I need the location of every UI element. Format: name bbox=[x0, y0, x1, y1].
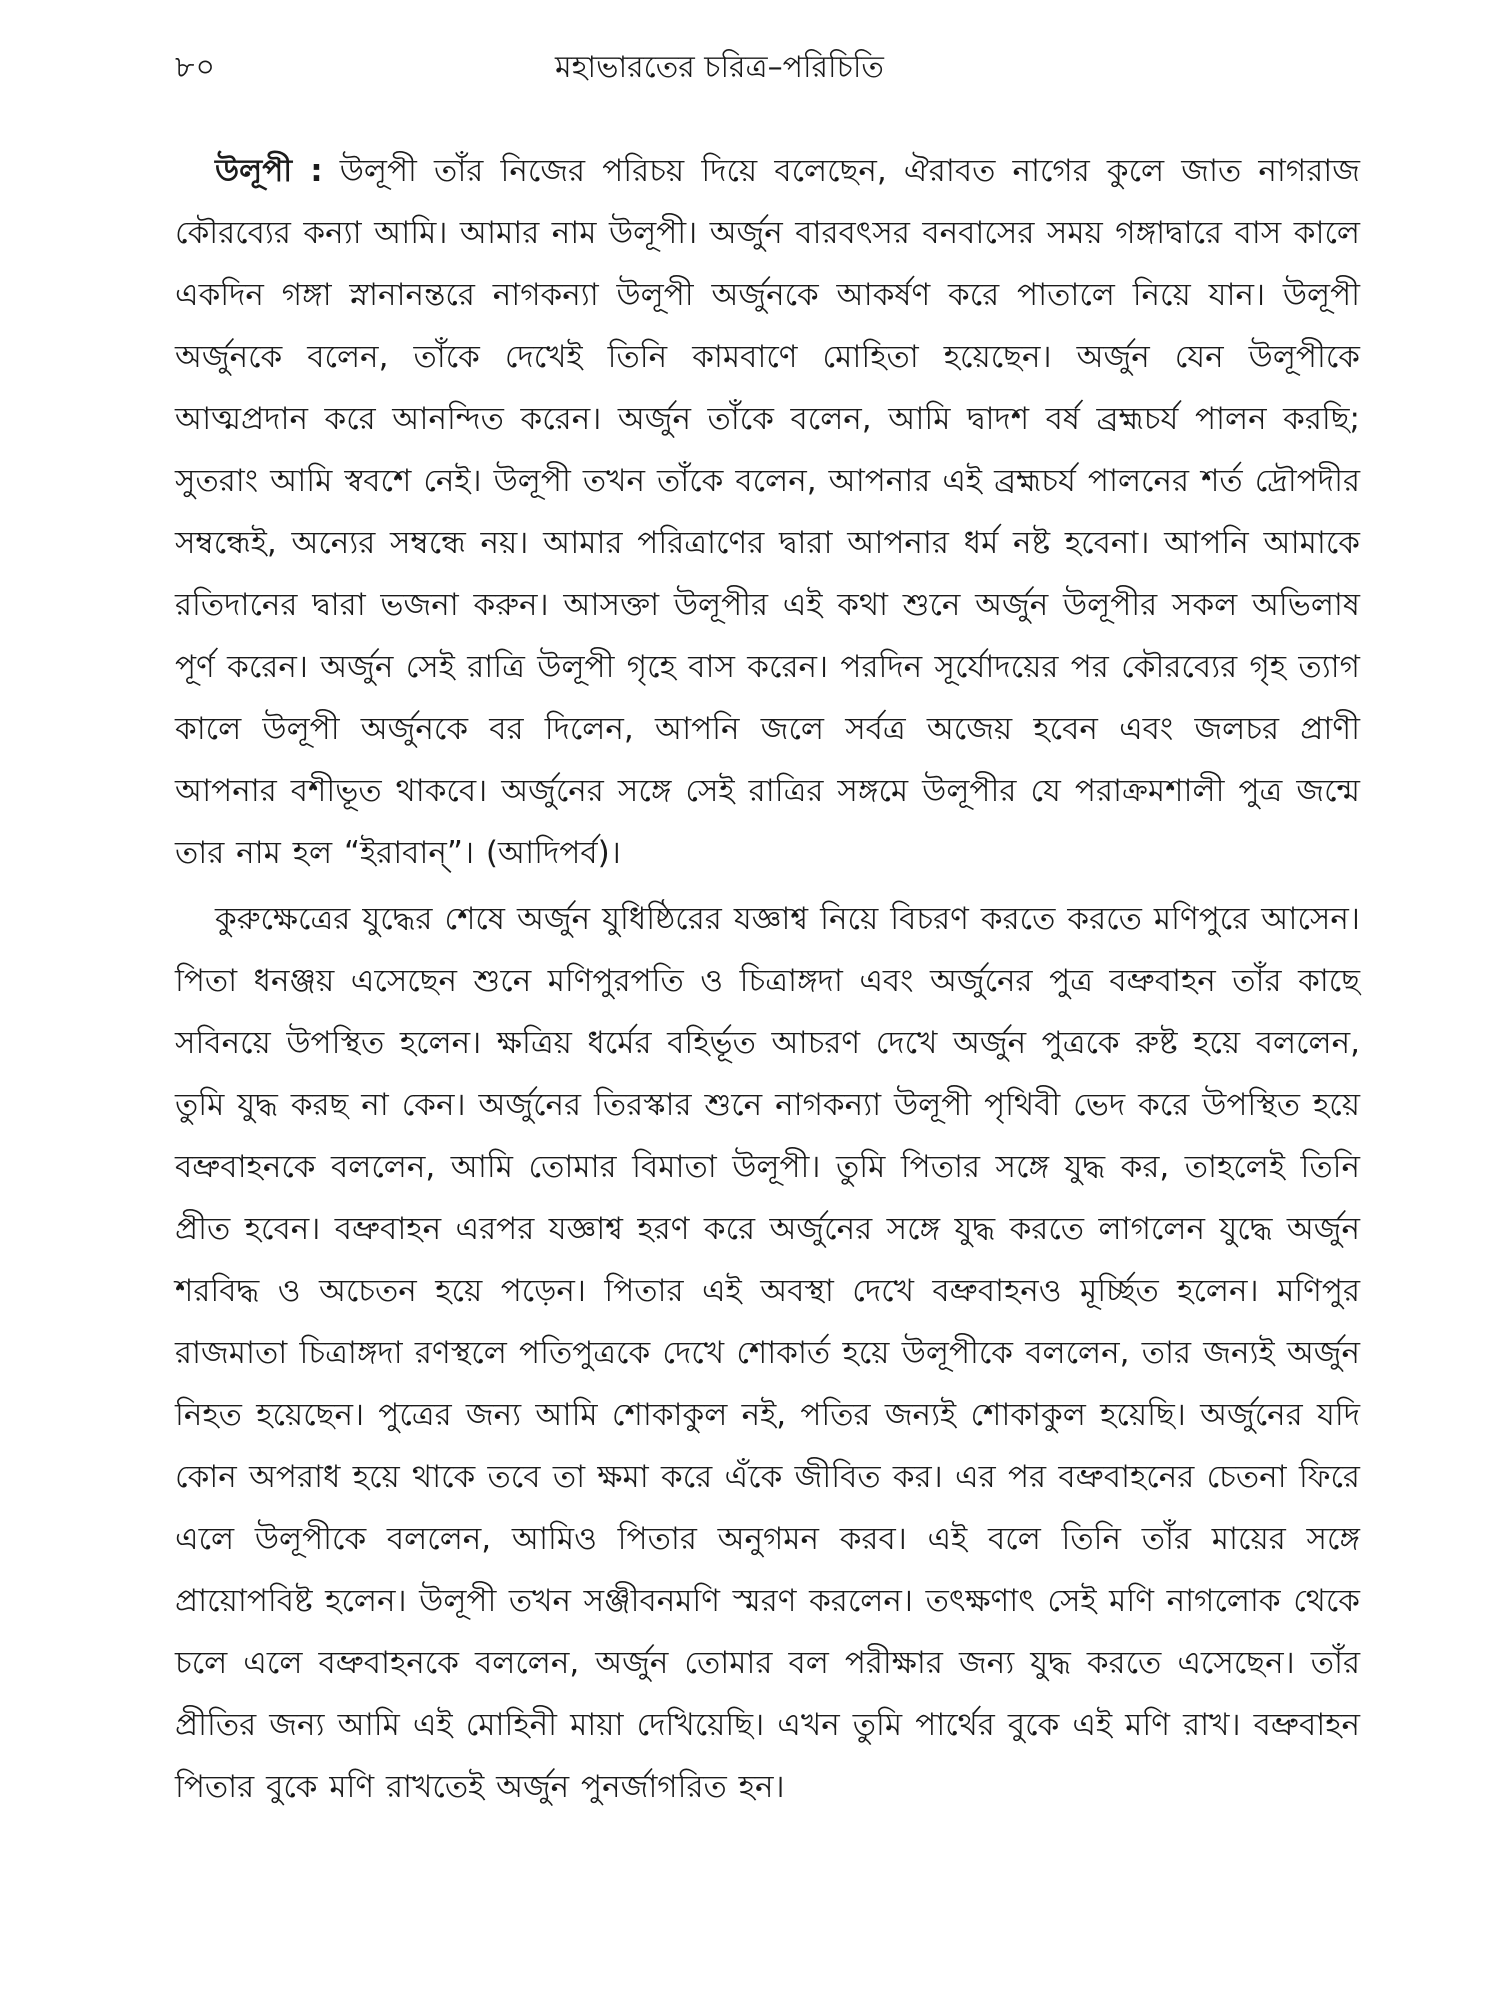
paragraph-1 bbox=[175, 140, 1360, 884]
paragraph-2 bbox=[175, 888, 1360, 1818]
paragraph-2-text: কুরুক্ষেত্রের যুদ্ধের শেষে অর্জুন যুধিষ্ঠিরের যজ্ঞাশ্ব নিয়ে বিচরণ করতে করতে মণিপুরে আসেন। পিতা ধনঞ্জয় এসেছেন শুনে মণিপুরপতি ও চিত্রাঙ্গদা এবং অর্জুনের পুত্র বভ্রুবাহন তাঁর কাছে সবিনয়ে উপস্থিত হলেন। ক্ষত্রিয় ধর্মের বহির্ভূত আচরণ দেখে অর্জুন পুত্রকে রুষ্ট হয়ে বললেন, তুমি যুদ্ধ করছ না কেন। অর্জুনের তিরস্কার শুনে নাগকন্যা উলূপী পৃথিবী ভেদ করে উপস্থিত হয়ে বভ্রুবাহনকে বললেন, আমি তোমার বিমাতা উলূপী। তুমি পিতার সঙ্গে যুদ্ধ কর, তাহলেই তিনি প্রীত হবেন। বভ্রুবাহন এরপর যজ্ঞাশ্ব হরণ করে অর্জুনের সঙ্গে যুদ্ধ করতে লাগলেন যুদ্ধে অর্জুন শরবিদ্ধ ও অচেতন হয়ে পড়েন। পিতার এই অবস্থা দেখে বভ্রুবাহনও মূর্চ্ছিত হলেন। মণিপুর রাজমাতা চিত্রাঙ্গদা রণস্থলে পতিপুত্রকে দেখে শোকার্ত হয়ে উলূপীকে বললেন, তার জন্যই অর্জুন নিহত হয়েছেন। পুত্রের জন্য আমি শোকাকুল নই, পতির জন্যই শোকাকুল হয়েছি। অর্জুনের যদি কোন অপরাধ হয়ে থাকে তবে তা ক্ষমা করে এঁকে জীবিত কর। এর পর বভ্রুবাহনের চেতনা ফিরে এলে উলূপীকে বললেন, আমিও পিতার অনুগমন করব। এই বলে তিনি তাঁর মায়ের সঙ্গে প্রায়োপবিষ্ট হলেন। উলূপী তখন সঞ্জীবনমণি স্মরণ করলেন। তৎক্ষণাৎ সেই মণি নাগলোক থেকে চলে এলে বভ্রুবাহনকে বললেন, অর্জুন তোমার বল পরীক্ষার জন্য যুদ্ধ করতে এসেছেন। তাঁর প্রীতির জন্য আমি এই মোহিনী মায়া দেখিয়েছি। এখন তুমি পার্থের বুকে এই মণি রাখ। বভ্রুবাহন পিতার বুকে মণি রাখতেই অর্জুন পুনর্জাগরিত হন। bbox=[175, 901, 1360, 1805]
body-text bbox=[175, 140, 1360, 1818]
page-number: ৮০ bbox=[175, 50, 216, 85]
entry-term: উলূপী : bbox=[215, 153, 323, 189]
paragraph-1-text: উলূপী তাঁর নিজের পরিচয় দিয়ে বলেছেন, ঐরাবত নাগের কুলে জাত নাগরাজ কৌরব্যের কন্যা আমি। আমার নাম উলূপী। অর্জুন বারবৎসর বনবাসের সময় গঙ্গাদ্বারে বাস কালে একদিন গঙ্গা স্নানানন্তরে নাগকন্যা উলূপী অর্জুনকে আকর্ষণ করে পাতালে নিয়ে যান। উলূপী অর্জুনকে বলেন, তাঁকে দেখেই তিনি কামবাণে মোহিতা হয়েছেন। অর্জুন যেন উলূপীকে আত্মপ্রদান করে আনন্দিত করেন। অর্জুন তাঁকে বলেন, আমি দ্বাদশ বর্ষ ব্রহ্মচর্য পালন করছি; সুতরাং আমি স্ববশে নেই। উলূপী তখন তাঁকে বলেন, আপনার এই ব্রহ্মচর্য পালনের শর্ত দ্রৌপদীর সম্বন্ধেই, অন্যের সম্বন্ধে নয়। আমার পরিত্রাণের দ্বারা আপনার ধর্ম নষ্ট হবেনা। আপনি আমাকে রতিদানের দ্বারা ভজনা করুন। আসক্তা উলূপীর এই কথা শুনে অর্জুন উলূপীর সকল অভিলাষ পূর্ণ করেন। অর্জুন সেই রাত্রি উলূপী গৃহে বাস করেন। পরদিন সূর্যোদয়ের পর কৌরব্যের গৃহ ত্যাগ কালে উলূপী অর্জুনকে বর দিলেন, আপনি জলে সর্বত্র অজেয় হবেন এবং জলচর প্রাণী আপনার বশীভূত থাকবে। অর্জুনের সঙ্গে সেই রাত্রির সঙ্গমে উলূপীর যে পরাক্রমশালী পুত্র জন্মে তার নাম হল “ইরাবান্”। (আদিপর্ব)। bbox=[175, 153, 1360, 871]
running-head bbox=[175, 48, 1360, 128]
running-title: মহাভারতের চরিত্র–পরিচিতি bbox=[555, 50, 884, 85]
